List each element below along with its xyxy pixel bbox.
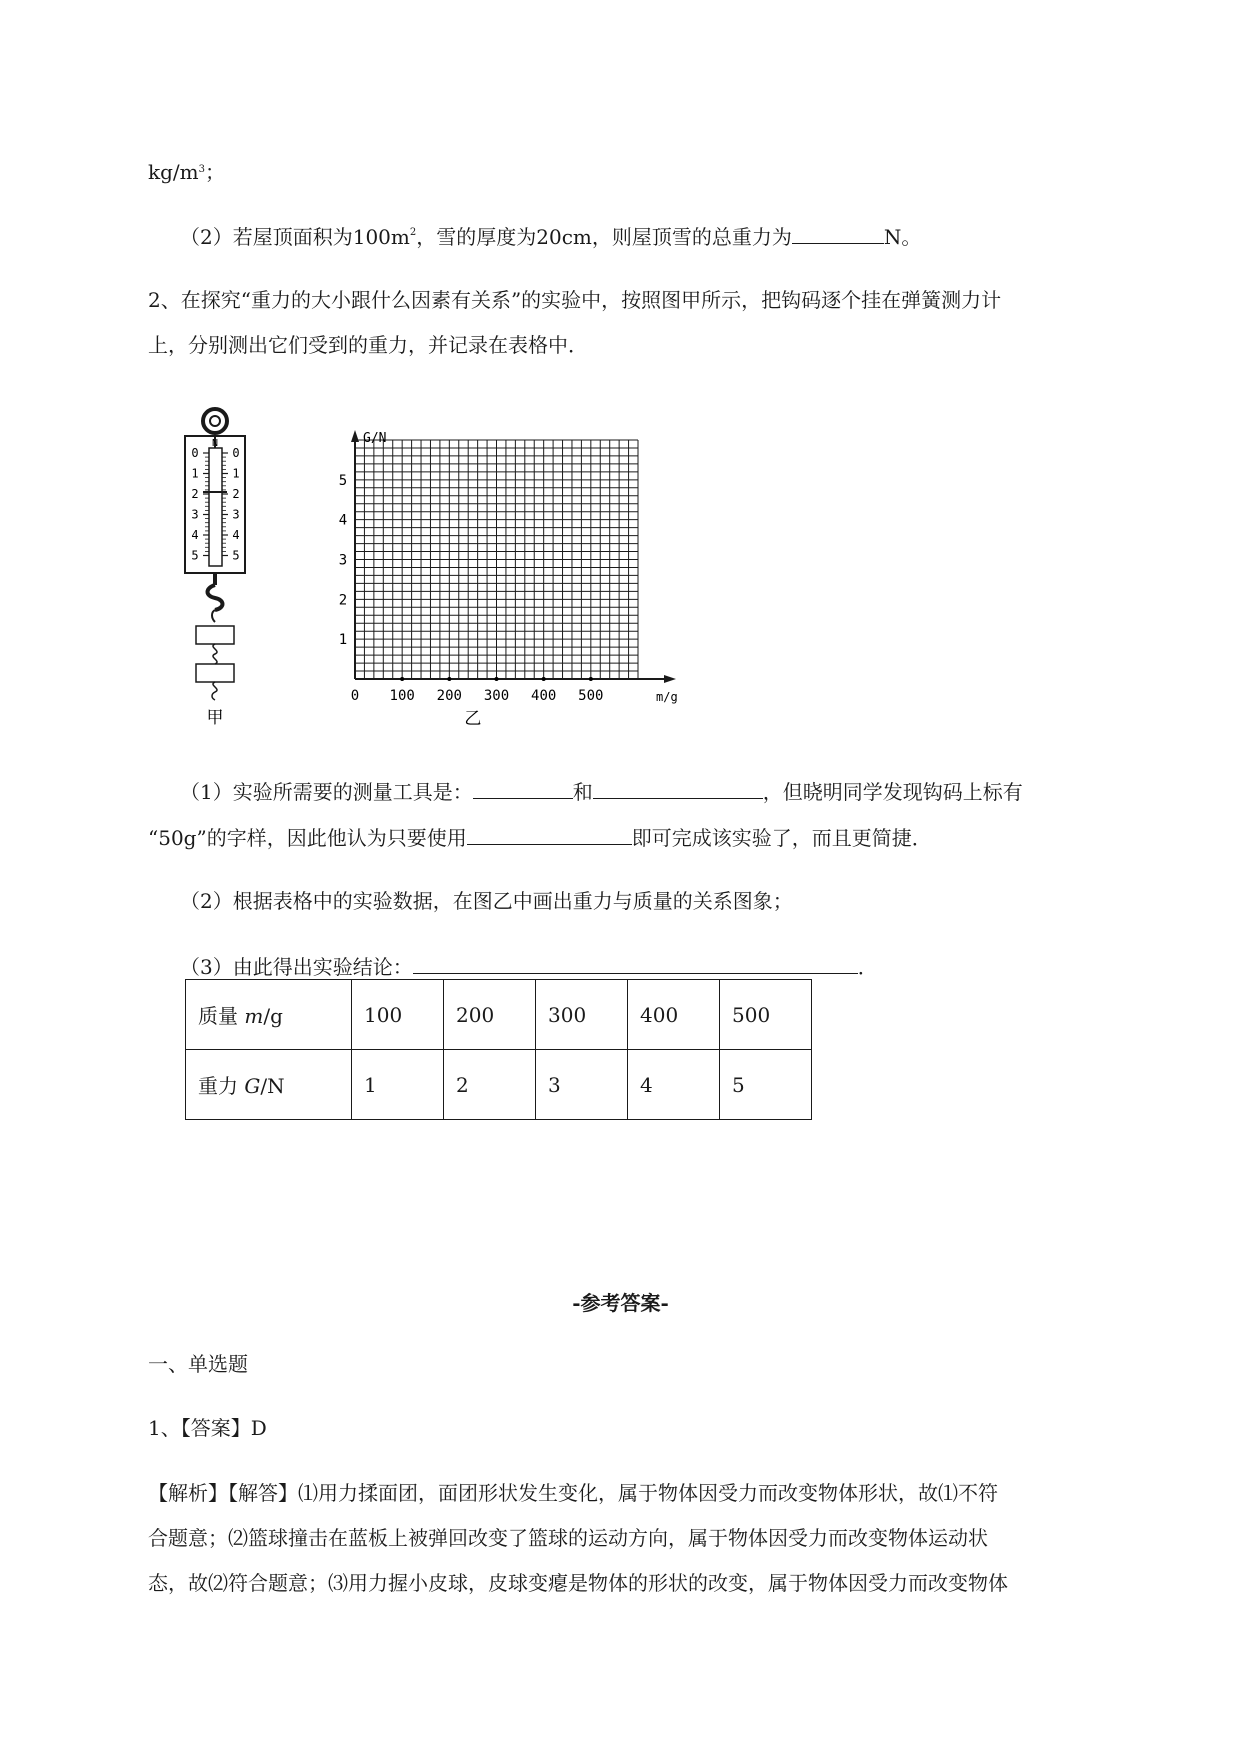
table-header-weight: 重力 G/N xyxy=(186,1050,352,1120)
answer-blank-conclusion[interactable] xyxy=(413,951,858,974)
x-tick-dot xyxy=(542,677,546,681)
table-header-mass: 质量 m/g xyxy=(186,980,352,1050)
caption-jia: 甲 xyxy=(206,708,224,728)
figure-svg xyxy=(175,400,695,730)
table-cell: 4 xyxy=(628,1050,720,1120)
unit-superscript: 3 xyxy=(198,164,205,175)
unit-line xyxy=(148,158,225,186)
scale-label-right: 1 xyxy=(232,466,240,481)
table-cell: 1 xyxy=(352,1050,444,1120)
table-cell: 400 xyxy=(628,980,720,1050)
table-cell: 5 xyxy=(720,1050,812,1120)
data-table xyxy=(185,979,812,1120)
analysis-line-2: 合题意；⑵篮球撞击在蓝板上被弹回改变了篮球的运动方向，属于物体因受力而改变物体运动状 xyxy=(148,1526,988,1550)
question-2: （2）根据表格中的实验数据，在图乙中画出重力与质量的关系图象； xyxy=(180,889,793,913)
x-tick-label: 500 xyxy=(578,688,604,704)
unit-end: ； xyxy=(205,160,225,184)
q2-line1: 2、在探究“重力的大小跟什么因素有关系”的实验中，按照图甲所示，把钩码逐个挂在弹簧测力计 xyxy=(148,288,1002,312)
x-tick-dot xyxy=(589,677,593,681)
experiment-figure xyxy=(175,400,695,735)
x-tick-label: 200 xyxy=(436,688,462,704)
question-1-cont xyxy=(148,822,932,852)
q-1c: ，但晓明同学发现钩码上标有 xyxy=(762,780,1023,804)
scale-label-right: 5 xyxy=(232,548,240,563)
y-tick-label: 4 xyxy=(338,512,348,529)
answers-heading: -参考答案- xyxy=(572,1291,669,1315)
answer-blank-tool1[interactable] xyxy=(473,776,573,799)
y-axis-label: G/N xyxy=(363,431,387,446)
y-tick-label: 3 xyxy=(338,552,348,569)
table-cell: 300 xyxy=(536,980,628,1050)
table-cell: 100 xyxy=(352,980,444,1050)
grid-chart xyxy=(339,430,678,729)
q-1e: 即可完成该实验了，而且更简捷． xyxy=(631,826,932,850)
scale-label-left: 1 xyxy=(191,466,199,481)
scale-label-right: 2 xyxy=(232,487,240,501)
answer-blank-tool3[interactable] xyxy=(467,822,632,845)
q1-part2-suffix: N。 xyxy=(883,225,922,249)
scale-label-right: 0 xyxy=(232,446,240,460)
y-tick-label: 5 xyxy=(338,472,348,489)
scale-label-left: 0 xyxy=(191,446,199,460)
q-1d: “50g”的字样，因此他认为只要使用 xyxy=(148,826,467,850)
q-1a: （1）实验所需要的测量工具是： xyxy=(180,780,473,804)
x-tick-dot xyxy=(447,677,451,681)
scale-unit: N xyxy=(211,438,219,449)
unit-text: kg/m xyxy=(148,160,199,184)
table-row-weight xyxy=(186,1050,812,1120)
question-3 xyxy=(180,951,878,981)
y-axis-arrow xyxy=(351,430,359,442)
area-superscript: 2 xyxy=(409,227,417,238)
x-tick-label: 300 xyxy=(483,688,510,704)
x-axis-arrow xyxy=(664,675,676,683)
section-title: 一、单选题 xyxy=(148,1352,248,1376)
answer-1: 1、【答案】D xyxy=(148,1416,267,1440)
x-tick-label: 0 xyxy=(350,688,360,704)
x-tick-label: 400 xyxy=(531,688,557,704)
scale-label-right: 4 xyxy=(232,528,240,542)
q1-part2 xyxy=(180,221,921,251)
answer-blank-tool2[interactable] xyxy=(593,776,763,799)
table-cell: 2 xyxy=(444,1050,536,1120)
analysis-line-3: 态，故⑵符合题意；⑶用力握小皮球，皮球变瘪是物体的形状的改变，属于物体因受力而改变物体 xyxy=(148,1571,1008,1595)
x-tick-label: 100 xyxy=(389,688,415,704)
q1-part2-prefix: （2）若屋顶面积为100m xyxy=(180,225,410,249)
table-cell: 500 xyxy=(720,980,812,1050)
q1-part2-middle: ，雪的厚度为20cm，则屋顶雪的总重力为 xyxy=(416,225,792,249)
scale-label-right: 3 xyxy=(232,507,240,522)
q-3b: ． xyxy=(857,955,878,979)
caption-yi: 乙 xyxy=(464,709,482,729)
answer-blank-weight[interactable] xyxy=(792,221,884,244)
table-row-mass xyxy=(186,980,812,1050)
scale-label-left: 5 xyxy=(191,548,199,563)
y-tick-label: 1 xyxy=(338,632,348,649)
question-1 xyxy=(180,776,1023,806)
analysis-line-1: 【解析】【解答】⑴用力揉面团，面团形状发生变化，属于物体因受力而改变物体形状，故⑴不符 xyxy=(148,1481,998,1505)
scale-label-left: 4 xyxy=(191,528,199,542)
x-tick-dot xyxy=(495,677,499,681)
q2-line2: 上，分别测出它们受到的重力，并记录在表格中． xyxy=(148,333,588,357)
spring-scale xyxy=(185,409,245,700)
table-cell: 3 xyxy=(536,1050,628,1120)
scale-label-left: 2 xyxy=(191,487,199,501)
x-tick-dot xyxy=(400,677,404,681)
q-1b: 和 xyxy=(572,780,593,804)
scale-label-left: 3 xyxy=(191,507,199,522)
q-3a: （3）由此得出实验结论： xyxy=(180,955,413,979)
x-axis-label: m/g xyxy=(656,690,678,704)
table-cell: 200 xyxy=(444,980,536,1050)
y-tick-label: 2 xyxy=(338,592,348,609)
